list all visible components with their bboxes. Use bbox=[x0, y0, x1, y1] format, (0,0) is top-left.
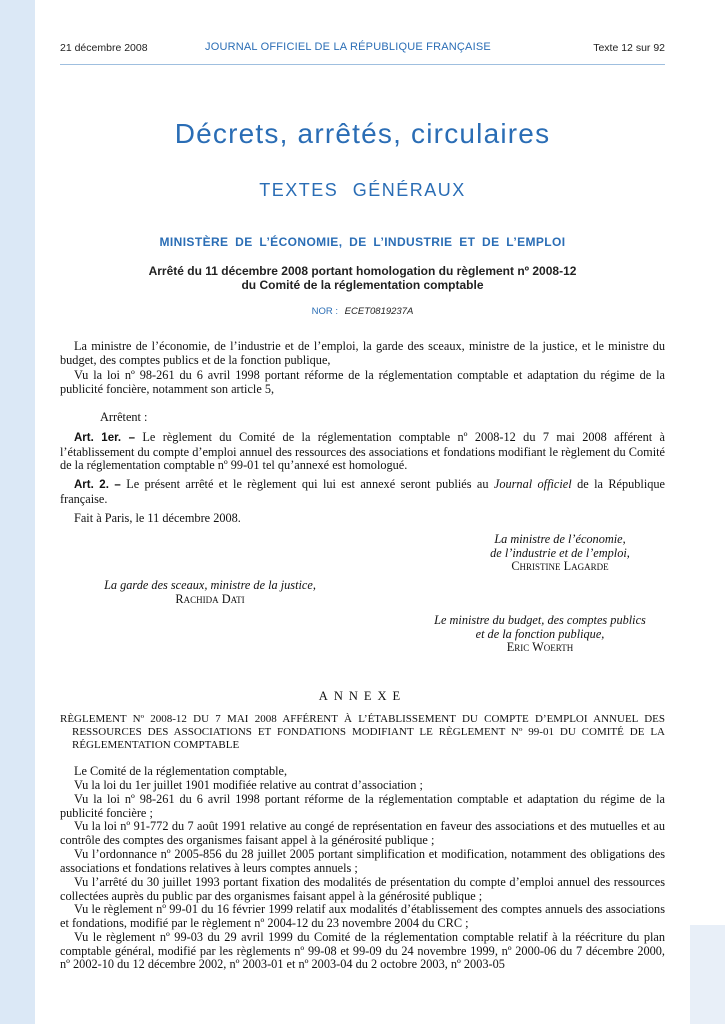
annexe-paragraph: Vu le règlement nº 99-01 du 16 février 1999 relatif aux modalités d’établissement des comptes annuels des associations et fondations, modifié par le règlement nº 2004-12 du 23 novembre 2004 du CRC ; bbox=[60, 902, 665, 930]
act-title bbox=[90, 264, 635, 292]
annexe-paragraph: Vu la loi nº 98-261 du 6 avril 1998 portant réforme de la réglementation comptable et adaptation du régime de la publicité foncière ; bbox=[60, 792, 665, 820]
signature-title-line: La ministre de l’économie, bbox=[494, 532, 626, 546]
article-1-text: Le règlement du Comité de la réglementation comptable nº 2008-12 du 7 mai 2008 afférent à l’établissement du compte d’emploi annuel des ressources des associations et fondations modifiant le règlement du Comité de la réglementation comptable nº 99-01 tel qu’annexé est homologué. bbox=[60, 430, 665, 473]
section-title: TEXTES GÉNÉRAUX bbox=[259, 180, 466, 200]
annexe-title: ANNEXE bbox=[318, 689, 407, 703]
annexe-paragraph: Vu l’ordonnance nº 2005-856 du 28 juillet 2005 portant simplification et modification, notamment des obligations des associations et fondations relatives à leurs comptes annuels ; bbox=[60, 847, 665, 875]
act-title-line-2: du Comité de la réglementation comptable bbox=[241, 278, 484, 292]
signature-block bbox=[405, 614, 675, 655]
article-2-text-after: de la République française. bbox=[60, 477, 666, 506]
annexe-paragraph: Vu la loi du 1er juillet 1901 modifiée relative au contrat d’association ; bbox=[74, 778, 423, 792]
article-1-label: Art. 1er. – bbox=[74, 432, 136, 444]
reglement-title bbox=[60, 713, 665, 752]
act-title-line-1: Arrêté du 11 décembre 2008 portant homologation du règlement nº 2008-12 bbox=[148, 264, 577, 278]
annexe-paragraph: Vu la loi nº 91-772 du 7 août 1991 relative au congé de représentation en faveur des associations et des mutuelles et au contrôle des comptes des organismes faisant appel à la générosité publique ; bbox=[60, 819, 665, 847]
article-2-text-italic: Journal officiel bbox=[493, 477, 572, 491]
article-1 bbox=[60, 431, 665, 473]
signature-title-line: de l’industrie et de l’emploi, bbox=[490, 545, 630, 560]
article-2-text-before: Le présent arrêté et le règlement qui lui est annexé seront publiés au bbox=[126, 477, 489, 491]
article-2 bbox=[60, 478, 665, 506]
signature-block bbox=[60, 579, 360, 606]
nor-reference bbox=[60, 306, 665, 317]
ministry-heading: MINISTÈRE DE L’ÉCONOMIE, DE L’INDUSTRIE ET DE L’EMPLOI bbox=[159, 235, 566, 249]
header-date: 21 décembre 2008 bbox=[60, 42, 148, 54]
reglement-title-text: RÈGLEMENT Nº 2008-12 DU 7 MAI 2008 AFFÉRENT À L’ÉTABLISSEMENT DU COMPTE D’EMPLOI ANNUEL DES RESSOURCES DES ASSOCIATIONS ET FONDATIONS MODIFIANT LE RÈGLEMENT Nº 99-01 DU COMITÉ DE LA RÉGLEMENTATION COMPTABLE bbox=[60, 713, 665, 751]
signature-title-line: et de la fonction publique, bbox=[475, 626, 605, 641]
right-margin-band bbox=[690, 925, 725, 1024]
main-title: Décrets, arrêtés, circulaires bbox=[174, 118, 551, 149]
arretent-line: Arrêtent : bbox=[100, 410, 148, 424]
header-journal-title: JOURNAL OFFICIEL DE LA RÉPUBLIQUE FRANÇAISE bbox=[205, 41, 491, 53]
closing-line: Fait à Paris, le 11 décembre 2008. bbox=[74, 511, 241, 525]
annexe-paragraph: Vu l’arrêté du 30 juillet 1993 portant fixation des modalités de présentation du compte d’emploi annuel des ressources collectées auprès du public par des organismes faisant appel à la générosité publique ; bbox=[60, 875, 665, 903]
signature-name: Eric Woerth bbox=[506, 640, 574, 655]
signature-name: Christine Lagarde bbox=[511, 559, 609, 574]
article-2-label: Art. 2. – bbox=[74, 479, 121, 491]
nor-label: NOR : bbox=[311, 306, 339, 317]
signature-block bbox=[440, 533, 680, 574]
annexe-paragraph: Le Comité de la réglementation comptable, bbox=[74, 764, 288, 778]
signature-title-line: Le ministre du budget, des comptes publics bbox=[434, 613, 646, 627]
running-header bbox=[60, 40, 665, 65]
left-margin-band bbox=[0, 0, 35, 1024]
nor-code: ECET0819237A bbox=[344, 306, 414, 317]
signature-name: Rachida Dati bbox=[175, 591, 245, 606]
signature-title-line: La garde des sceaux, ministre de la justice, bbox=[104, 578, 316, 592]
preamble-paragraph: Vu la loi nº 98-261 du 6 avril 1998 portant réforme de la réglementation comptable et adaptation du régime de la publicité foncière, notamment son article 5, bbox=[60, 368, 665, 396]
annexe-paragraph: Vu le règlement nº 99-03 du 29 avril 1999 du Comité de la réglementation comptable relatif à la réécriture du plan comptable général, modifié par les règlements nº 99-08 et 99-09 du 24 novembre 1999, nº 2000-06 du 7 décembre 2000, nº 2002-10 du 12 décembre 2002, nº 2003-01 et nº 2003-04 du 2 octobre 2003, nº 2003-05 bbox=[60, 931, 665, 972]
preamble-paragraph: La ministre de l’économie, de l’industrie et de l’emploi, la garde des sceaux, ministre de la justice, et le ministre du budget, des comptes publics et de la fonction publique, bbox=[60, 339, 665, 367]
header-page-number: Texte 12 sur 92 bbox=[593, 42, 665, 54]
